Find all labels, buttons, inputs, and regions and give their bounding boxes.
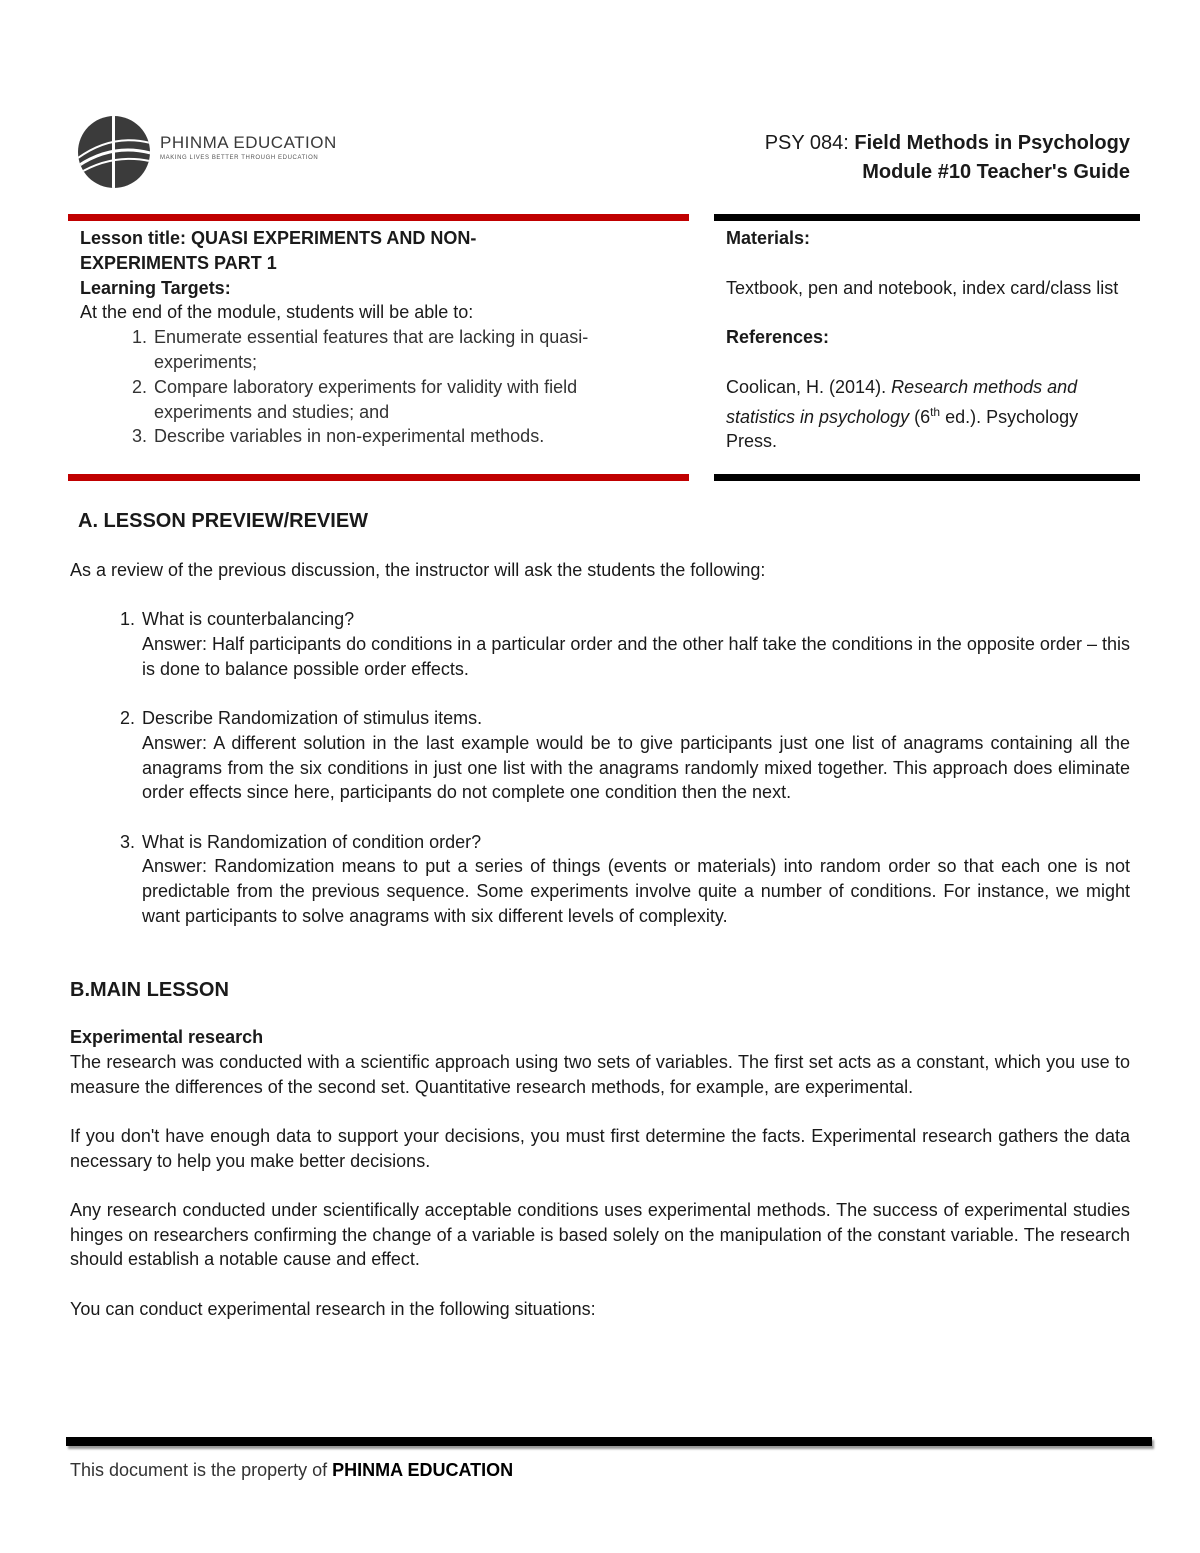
main-paragraph: If you don't have enough data to support your decisions, you must first determine the facts. Experimental research gathers the data necessary to help you make better decisions. xyxy=(70,1125,1130,1171)
course-code: PSY 084: xyxy=(764,132,855,154)
review-questions xyxy=(70,607,1130,928)
experimental-research-heading: Experimental research xyxy=(70,1027,264,1048)
learning-targets-intro: At the end of the module, students will be able to: xyxy=(80,302,474,323)
review-question: 2. Describe Randomization of stimulus items. xyxy=(142,708,483,729)
side-box-top-rule xyxy=(714,214,1140,221)
lesson-box-top-rule xyxy=(68,214,689,221)
lesson-title-line1: Lesson title: QUASI EXPERIMENTS AND NON- xyxy=(80,228,477,248)
learning-target: 2. Compare laboratory experiments for validity with field experiments and studies; and xyxy=(152,375,680,425)
lesson-box xyxy=(80,226,680,449)
logo-name: PHINMA EDUCATION xyxy=(160,133,337,152)
main-paragraph: Any research conducted under scientifically acceptable conditions uses experimental methods. The success of experimental studies hinges on researchers confirming the change of a variable is based solely on the manipulation of the constant variable. The research should establish a notable cause and effect. xyxy=(70,1200,1130,1270)
reference-entry xyxy=(726,375,1126,454)
main-paragraph: The research was conducted with a scientific approach using two sets of variables. The first set acts as a constant, which you use to measure the differences of the second set. Quantitative research methods, for example, are experimental. xyxy=(70,1051,1130,1097)
review-answer: Answer: A different solution in the last example would be to give participants just one list of anagrams containing all the anagrams from the six conditions in just one list with the anagrams randomly mixed together. This approach does eliminate order effects since here, participants do not complete one condition then the next. xyxy=(142,732,1130,803)
learning-target: 3. Describe variables in non-experimental methods. xyxy=(152,424,680,449)
course-name: Field Methods in Psychology xyxy=(854,132,1130,154)
review-answer: Answer: Randomization means to put a series of things (events or materials) into random order so that each one is not predictable from the previous sequence. Some experiments involve quite a number of conditions. For instance, we might want participants to solve anagrams with six different levels of complexity. xyxy=(142,856,1130,926)
reference-author: Coolican, H. (2014). xyxy=(726,376,892,397)
learning-targets-list xyxy=(80,325,680,449)
footer-prefix: This document is the property of xyxy=(70,1460,333,1480)
course-title xyxy=(765,132,1130,155)
review-question-item xyxy=(140,830,1130,929)
learning-target: 1. Enumerate essential features that are lacking in quasi-experiments; xyxy=(152,325,680,375)
section-b-heading: B.MAIN LESSON xyxy=(70,979,229,1002)
reference-publisher: ed.). Psychology Press. xyxy=(726,406,1079,452)
review-question-item xyxy=(140,706,1130,805)
footer-rule xyxy=(66,1437,1152,1446)
review-answer: Answer: Half participants do conditions in a particular order and the other half take the conditions in the opposite order – this is done to balance possible order effects. xyxy=(142,634,1130,679)
lesson-title-line2: EXPERIMENTS PART 1 xyxy=(80,252,277,273)
side-box-bottom-rule xyxy=(714,474,1140,481)
footer-owner: PHINMA EDUCATION xyxy=(332,1460,514,1480)
phinma-logo-icon xyxy=(74,114,156,190)
materials-label: Materials: xyxy=(726,228,811,248)
footer-text xyxy=(70,1460,513,1481)
review-question-item xyxy=(140,607,1130,681)
main-paragraph: You can conduct experimental research in the following situations: xyxy=(70,1298,596,1319)
review-question: 3. What is Randomization of condition order? xyxy=(142,831,482,852)
materials-text: Textbook, pen and notebook, index card/class list xyxy=(726,277,1119,298)
main-content xyxy=(70,508,1130,1322)
references-label: References: xyxy=(726,327,830,348)
reference-edition: (6 xyxy=(909,406,931,427)
reference-title: Research methods and statistics in psychology xyxy=(726,376,1078,427)
module-title: Module #10 Teacher's Guide xyxy=(862,161,1130,183)
section-a-heading: A. LESSON PREVIEW/REVIEW xyxy=(78,510,369,532)
section-a-intro: As a review of the previous discussion, the instructor will ask the students the following: xyxy=(70,560,766,580)
side-box xyxy=(726,226,1126,454)
reference-edition-sup: th xyxy=(930,404,941,419)
lesson-box-bottom-rule xyxy=(68,474,689,481)
review-question: 1. What is counterbalancing? xyxy=(142,609,355,630)
learning-targets-label: Learning Targets: xyxy=(80,277,231,298)
logo-tagline: MAKING LIVES BETTER THROUGH EDUCATION xyxy=(160,155,319,161)
